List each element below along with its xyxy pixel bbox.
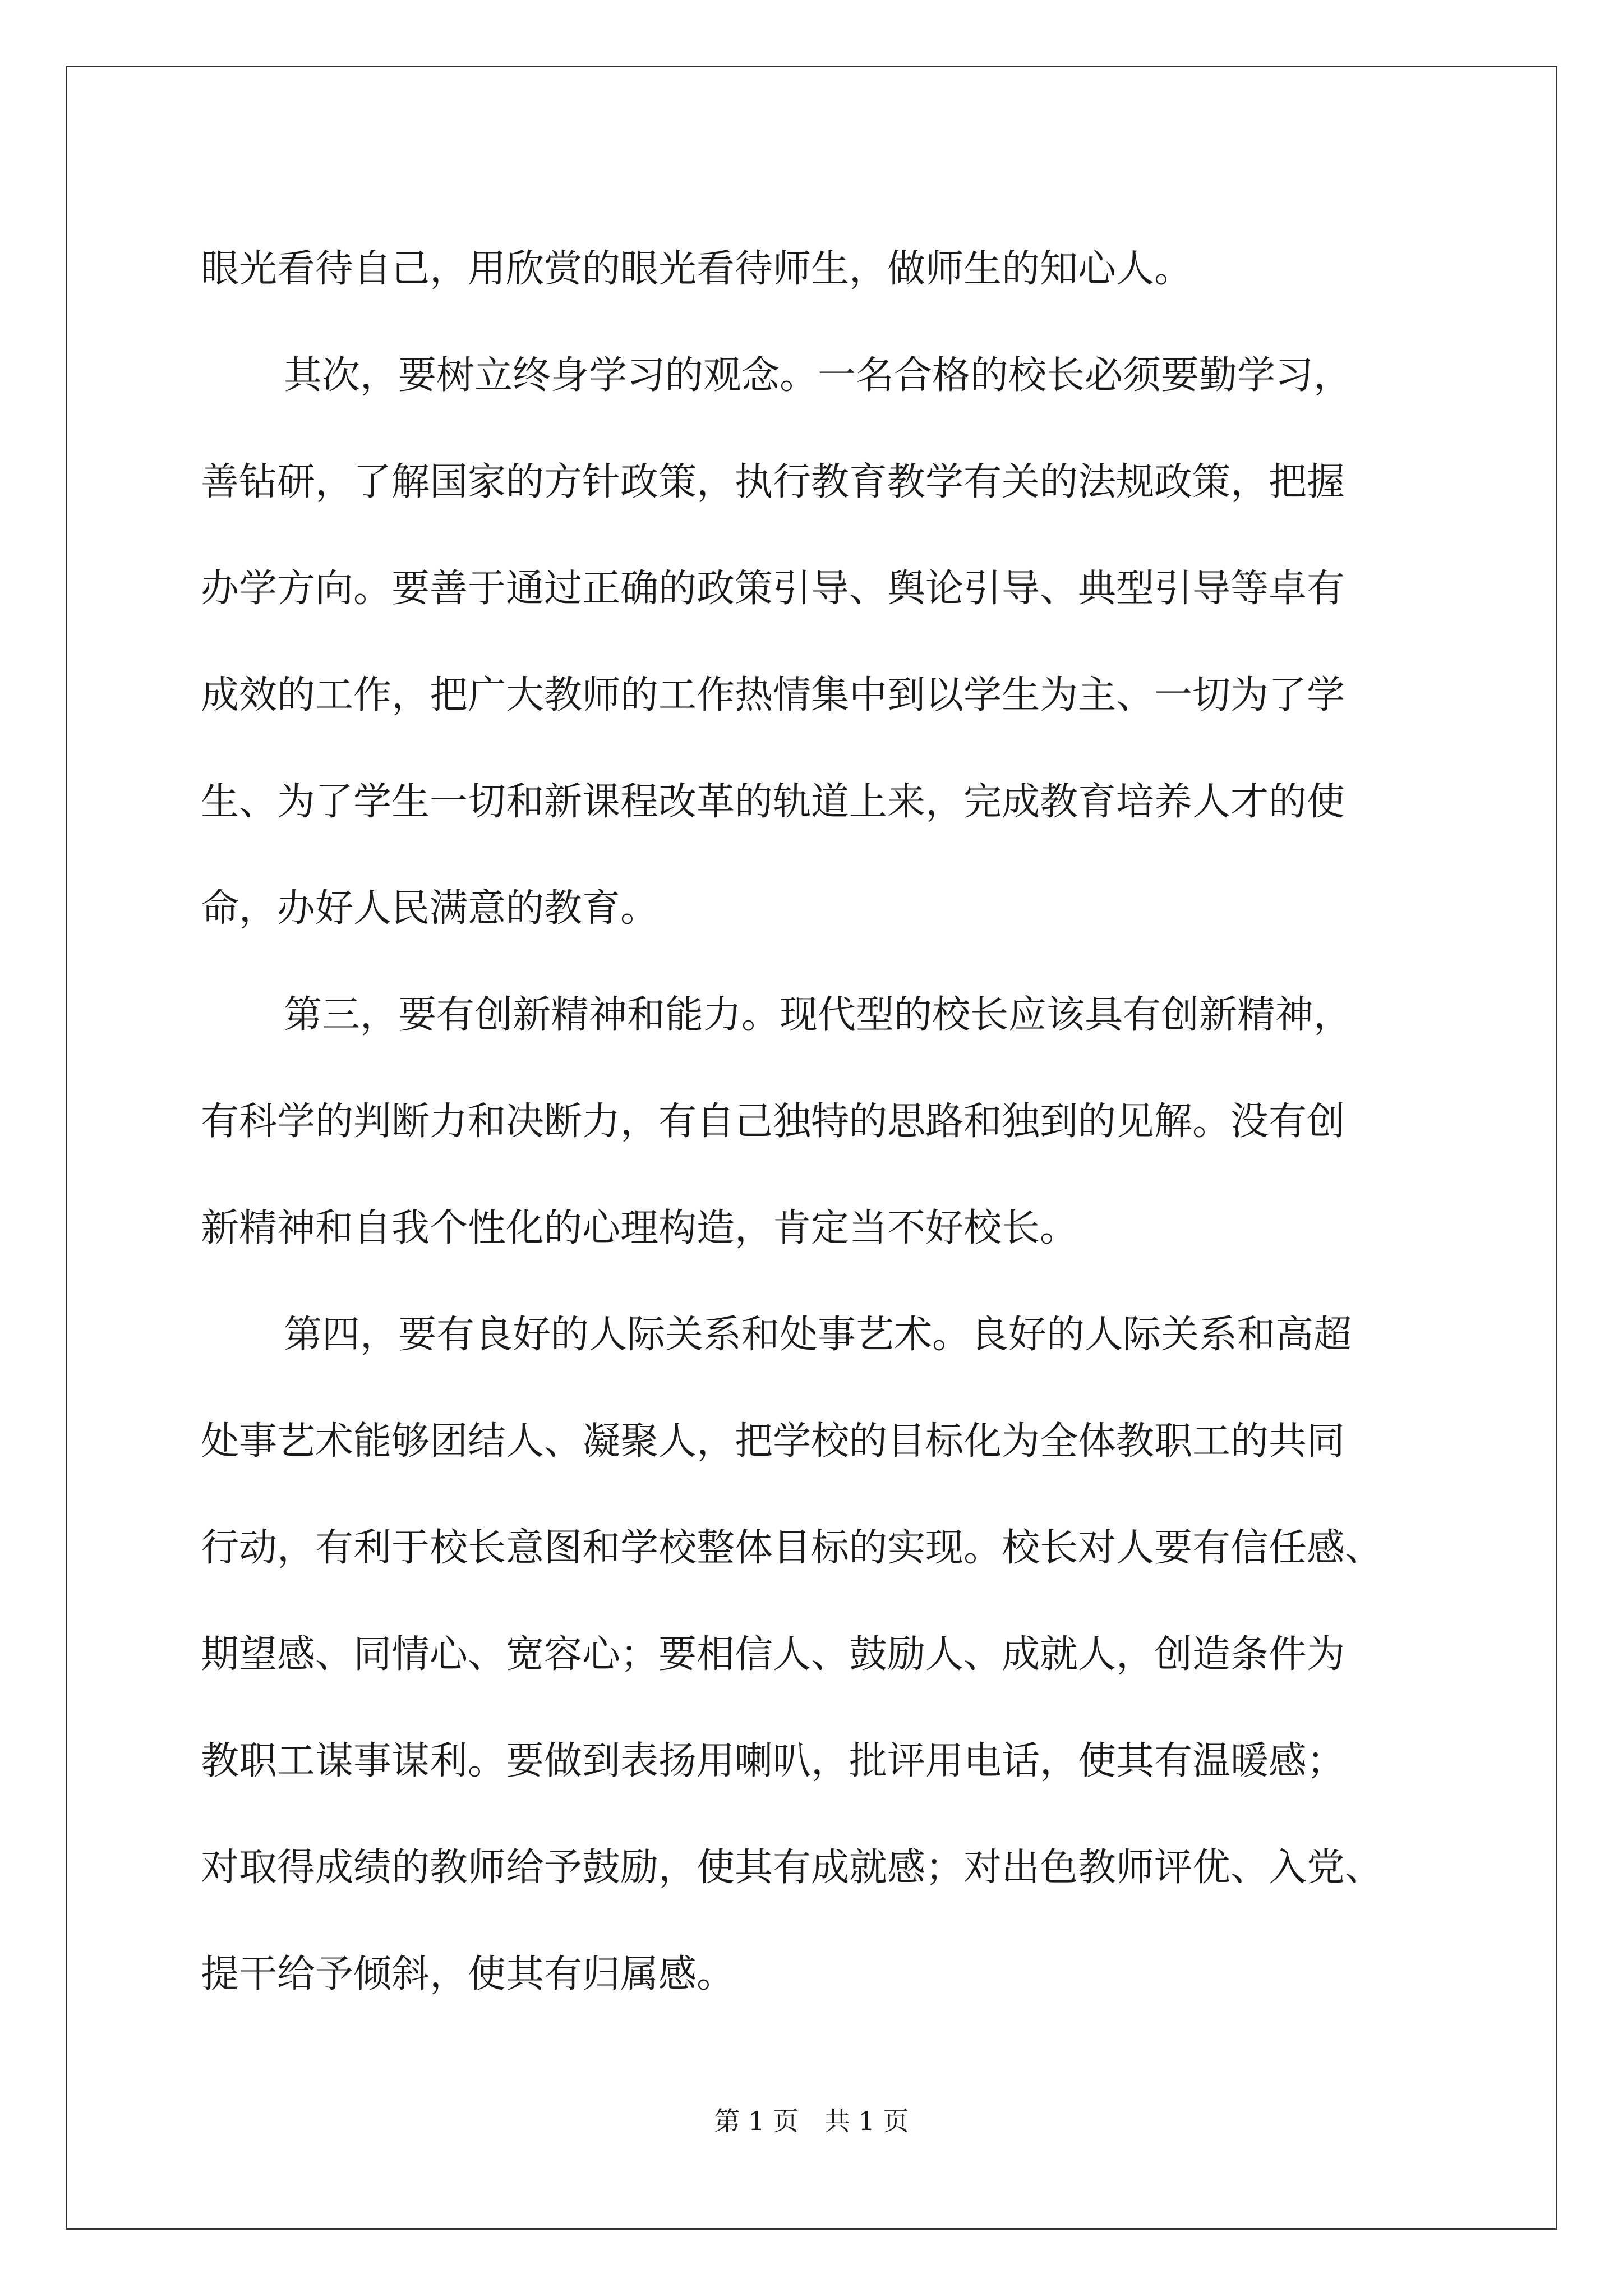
text-line: 教职工谋事谋利。要做到表扬用喇叭，批评用电话，使其有温暖感； bbox=[201, 1739, 1345, 1783]
text-line: 命，办好人民满意的教育。 bbox=[201, 886, 659, 931]
text-line: 对取得成绩的教师给予鼓励，使其有成就感；对出色教师评优、入党、 bbox=[201, 1846, 1384, 1890]
text-line: 第四，要有良好的人际关系和处事艺术。良好的人际关系和高超 bbox=[284, 1313, 1352, 1357]
text-line: 行动，有利于校长意图和学校整体目标的实现。校长对人要有信任感、 bbox=[201, 1526, 1384, 1570]
text-line: 第三，要有创新精神和能力。现代型的校长应该具有创新精神， bbox=[284, 993, 1352, 1037]
text-line: 善钻研，了解国家的方针政策，执行教育教学有关的法规政策，把握 bbox=[201, 460, 1345, 504]
text-line: 其次，要树立终身学习的观念。一名合格的校长必须要勤学习， bbox=[284, 353, 1352, 398]
text-line: 成效的工作，把广大教师的工作热情集中到以学生为主、一切为了学 bbox=[201, 673, 1345, 717]
text-line: 期望感、同情心、宽容心；要相信人、鼓励人、成就人，创造条件为 bbox=[201, 1632, 1345, 1677]
text-line: 生、为了学生一切和新课程改革的轨道上来，完成教育培养人才的使 bbox=[201, 780, 1345, 824]
document-body bbox=[201, 216, 1435, 2028]
text-line: 新精神和自我个性化的心理构造，肯定当不好校长。 bbox=[201, 1206, 1078, 1250]
text-line: 提干给予倾斜，使其有归属感。 bbox=[201, 1952, 735, 1996]
page-number-footer: 第 1 页 共 1 页 bbox=[714, 2106, 909, 2136]
text-line: 办学方向。要善于通过正确的政策引导、舆论引导、典型引导等卓有 bbox=[201, 567, 1345, 611]
text-line: 有科学的判断力和决断力，有自己独特的思路和独到的见解。没有创 bbox=[201, 1099, 1345, 1144]
text-line: 眼光看待自己，用欣赏的眼光看待师生，做师生的知心人。 bbox=[201, 247, 1193, 291]
text-line: 处事艺术能够团结人、凝聚人，把学校的目标化为全体教职工的共同 bbox=[201, 1419, 1345, 1464]
